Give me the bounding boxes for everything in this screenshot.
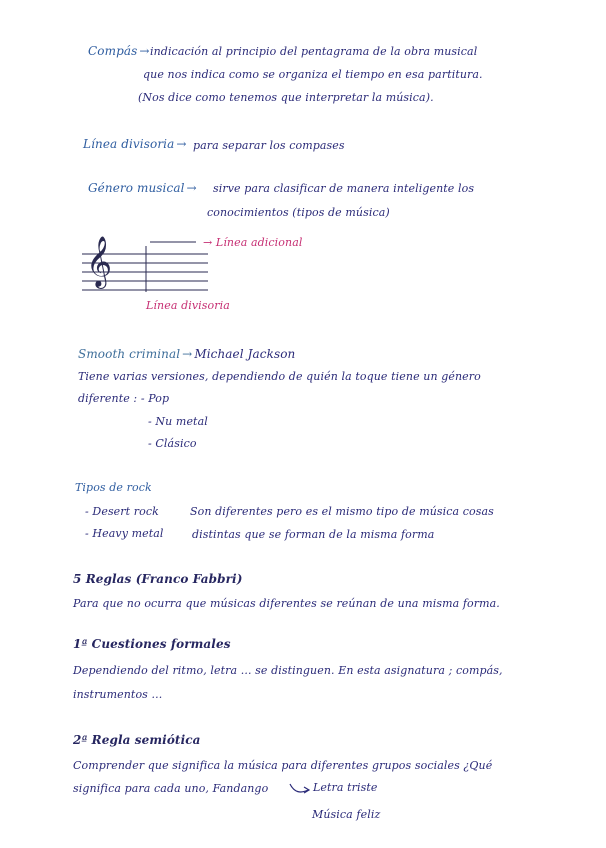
compas-term: Compás → <box>88 44 150 58</box>
semiotica-line2: significa para cada uno, Fandango <box>73 782 269 795</box>
smooth-line2: diferente : - Pop <box>78 392 170 405</box>
compas-line3: (Nos dice como tenemos que interpretar la música). <box>138 91 434 104</box>
reglas-text: Para que no ocurra que músicas diferentes se reúnan de una misma forma. <box>73 597 500 610</box>
arrow-icon: → <box>176 137 187 151</box>
arrow-icon: → <box>186 181 197 195</box>
rock-desc-line2: distintas que se forman de la misma forma <box>192 528 435 541</box>
smooth-item-clasico: - Clásico <box>148 437 197 450</box>
semiotica-title: 2ª Regla semiótica <box>73 733 201 747</box>
treble-clef-icon: 𝄞 <box>86 236 113 287</box>
rock-item-heavy: - Heavy metal <box>85 527 164 540</box>
rock-desc-line1: Son diferentes pero es el mismo tipo de música cosas <box>190 505 494 518</box>
genero-musical-line2: conocimientos (tipos de música) <box>207 206 390 219</box>
reglas-title: 5 Reglas (Franco Fabbri) <box>73 572 243 586</box>
linea-adicional-label: → Línea adicional <box>203 236 303 249</box>
compas-line1: indicación al principio del pentagrama de la obra musical <box>150 45 478 58</box>
linea-divisoria-text: para separar los compases <box>193 139 345 152</box>
semiotica-option-letra: Letra triste <box>313 781 378 794</box>
smooth-line1: Tiene varias versiones, dependiendo de quién la toque tiene un género <box>78 370 481 383</box>
smooth-item-nu-metal: - Nu metal <box>148 415 208 428</box>
tipos-de-rock-title: Tipos de rock <box>75 481 152 494</box>
semiotica-line1: Comprender que significa la música para diferentes grupos sociales ¿Qué <box>73 759 493 772</box>
cuestiones-line2: instrumentos ... <box>73 688 163 701</box>
cuestiones-line1: Dependiendo del ritmo, letra ... se distinguen. En esta asignatura ; compás, <box>73 664 503 677</box>
linea-divisoria-label: Línea divisoria <box>146 299 230 312</box>
genero-musical-line1: sirve para clasificar de manera inteligente los <box>213 182 475 195</box>
arrow-icon: → <box>182 347 193 361</box>
cuestiones-title: 1ª Cuestiones formales <box>73 637 231 651</box>
semiotica-option-musica: Música feliz <box>312 808 381 821</box>
linea-divisoria-term: Línea divisoria → <box>83 137 187 151</box>
genero-musical-term: Género musical → <box>88 181 197 195</box>
arrow-icon: → <box>139 44 150 58</box>
compas-line2: que nos indica como se organiza el tiempo en esa partitura. <box>143 68 483 81</box>
smooth-criminal-term: Smooth criminal → Michael Jackson <box>78 347 296 361</box>
branch-arrow-icon <box>288 782 312 802</box>
rock-item-desert: - Desert rock <box>85 505 159 518</box>
